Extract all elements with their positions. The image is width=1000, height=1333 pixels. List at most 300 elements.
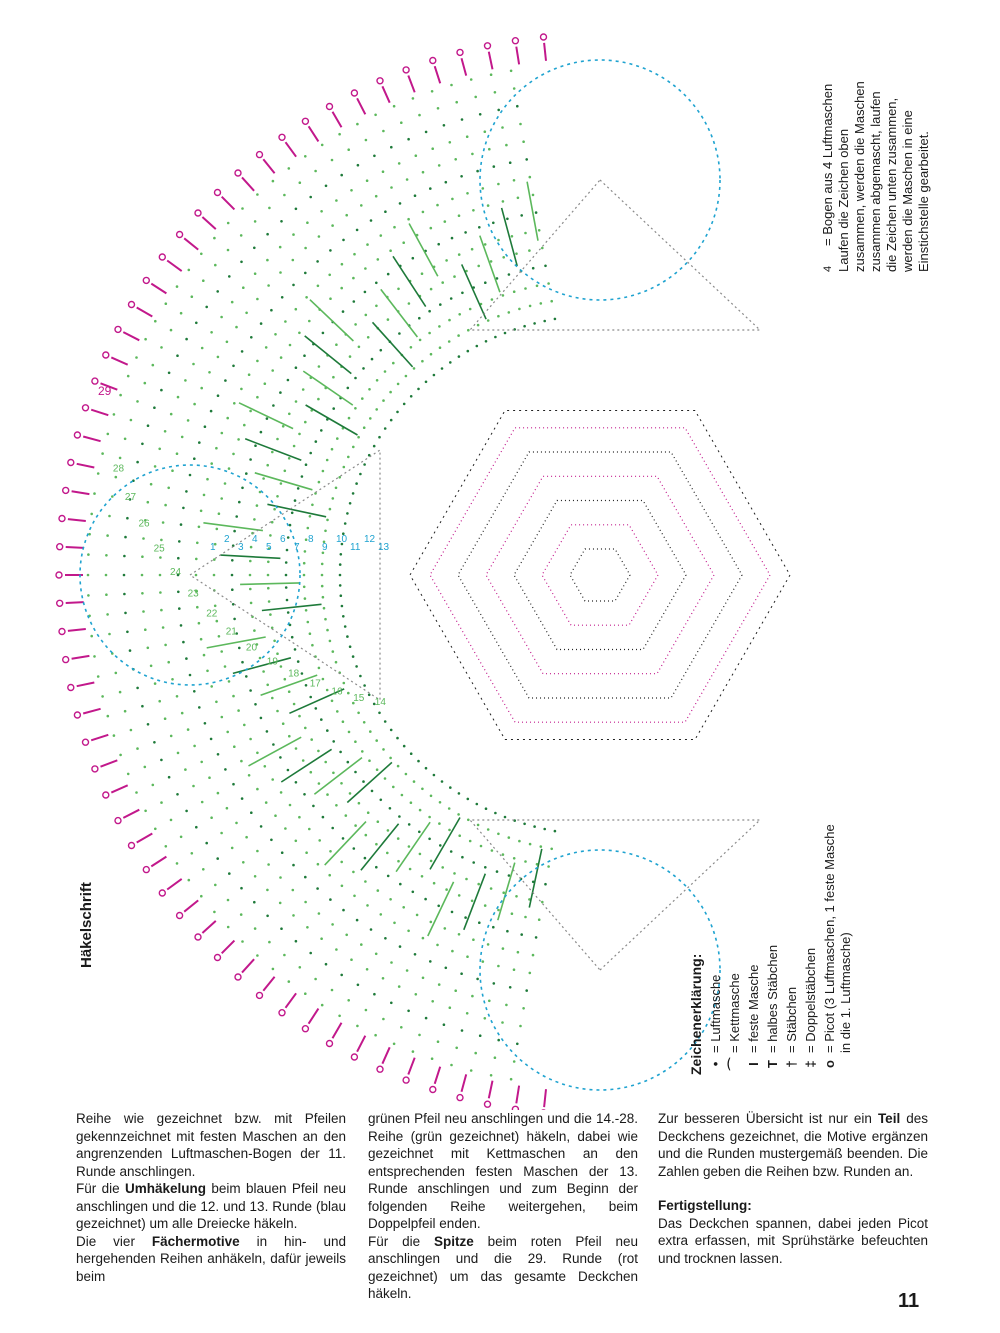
chain-dot <box>474 1052 477 1055</box>
chain-dot <box>365 834 368 837</box>
chain-dot <box>90 635 93 638</box>
chain-dot <box>215 447 218 450</box>
chain-dot <box>331 448 334 451</box>
chain-dot <box>491 298 494 301</box>
chain-dot <box>292 889 295 892</box>
chain-dot <box>443 124 446 127</box>
legend <box>688 815 853 1075</box>
chain-dot <box>297 487 300 490</box>
chain-dot <box>390 961 393 964</box>
chain-dot <box>297 660 300 663</box>
chain-dot <box>214 264 217 267</box>
chain-dot <box>430 921 433 924</box>
row-number: 18 <box>288 668 300 680</box>
text-run: in hin- und hergehenden Reihen anhäkeln, dafür jeweils beim <box>76 1233 347 1284</box>
chain-dot <box>355 665 358 668</box>
chain-dot <box>501 126 504 129</box>
chain-dot <box>480 845 483 848</box>
chain-dot <box>295 308 298 311</box>
chain-dot <box>476 978 479 981</box>
chain-dot <box>123 574 126 577</box>
picot-ring <box>541 34 547 40</box>
text-run: Zur besseren Übersicht ist nur ein <box>658 1111 878 1126</box>
chain-dot <box>458 894 461 897</box>
chain-dot <box>347 692 350 695</box>
chain-dot <box>316 887 319 890</box>
chain-dot <box>375 282 378 285</box>
chain-dot <box>529 843 532 846</box>
chain-dot <box>364 291 367 294</box>
chain-dot <box>523 823 526 826</box>
chain-dot <box>380 913 383 916</box>
chain-dot <box>433 774 436 777</box>
chain-dot <box>210 685 213 688</box>
picot-stitch <box>202 217 215 229</box>
chain-dot <box>513 1060 516 1063</box>
picot-ring <box>92 378 98 384</box>
chain-dot <box>177 396 180 399</box>
chain-dot <box>154 828 157 831</box>
chain-dot <box>358 346 361 349</box>
chain-dot <box>402 241 405 244</box>
stitch-spoke <box>281 749 331 782</box>
legend-label: = Doppelstäbchen <box>803 947 818 1053</box>
chain-dot <box>317 285 320 288</box>
chain-dot <box>253 247 256 250</box>
chain-dot <box>238 501 241 504</box>
chain-dot <box>339 574 342 577</box>
stitch-spoke <box>361 824 399 871</box>
legend-item <box>708 815 724 1075</box>
chain-dot <box>476 170 479 173</box>
chain-dot <box>218 512 221 515</box>
chain-dot <box>267 863 270 866</box>
chain-dot <box>217 792 220 795</box>
chain-dot <box>204 722 207 725</box>
chain-dot <box>266 259 269 262</box>
chain-dot <box>320 429 323 432</box>
chain-dot <box>307 527 310 530</box>
chain-dot <box>336 437 339 440</box>
stitch-spoke <box>396 822 430 872</box>
chain-dot <box>497 239 500 242</box>
chain-dot <box>520 214 523 217</box>
chain-dot <box>160 389 163 392</box>
chain-dot <box>450 297 453 300</box>
chain-dot <box>281 296 284 299</box>
chain-dot <box>364 857 367 860</box>
chain-dot <box>368 759 371 762</box>
chain-dot <box>418 831 421 834</box>
chain-dot <box>266 889 269 892</box>
chain-dot <box>106 534 109 537</box>
chain-dot <box>284 678 287 681</box>
chain-dot <box>513 87 516 90</box>
picot-stitch <box>516 1086 519 1104</box>
chain-dot <box>520 933 523 936</box>
chain-dot <box>492 926 495 929</box>
paragraph <box>658 1110 928 1180</box>
chain-dot <box>350 189 353 192</box>
chain-dot <box>196 542 199 545</box>
text-run: Für die <box>368 1233 434 1249</box>
chain-dot <box>266 417 269 420</box>
chain-dot <box>289 804 292 807</box>
picot-stitch <box>286 993 297 1008</box>
chain-dot <box>405 375 408 378</box>
chain-dot <box>487 319 490 322</box>
chain-dot <box>453 872 456 875</box>
chain-dot <box>484 866 487 869</box>
legend-item <box>727 815 743 1075</box>
chain-dot <box>159 574 162 577</box>
chain-dot <box>393 1043 396 1046</box>
chain-dot <box>509 161 512 164</box>
chain-dot <box>413 367 416 370</box>
chain-dot <box>184 768 187 771</box>
chain-dot <box>380 799 383 802</box>
chain-dot <box>253 901 256 904</box>
chain-dot <box>136 461 139 464</box>
chain-dot <box>419 853 422 856</box>
chain-dot <box>398 985 401 988</box>
chain-dot <box>158 700 161 703</box>
chain-dot <box>245 312 248 315</box>
chain-dot <box>325 185 328 188</box>
chain-dot <box>430 860 433 863</box>
stitch-spoke <box>203 523 263 531</box>
chain-dot <box>276 710 279 713</box>
chain-dot <box>350 958 353 961</box>
chain-dot <box>524 860 527 863</box>
chain-dot <box>532 194 535 197</box>
picot-stitch <box>242 959 254 972</box>
chain-dot <box>554 830 557 833</box>
chain-dot <box>123 555 126 558</box>
chain-dot <box>467 819 470 822</box>
chain-dot <box>331 224 334 227</box>
picot-stitch <box>489 52 493 70</box>
chain-dot <box>340 553 343 556</box>
chain-dot <box>317 750 320 753</box>
chain-dot <box>409 868 412 871</box>
row-number: 24 <box>170 567 182 578</box>
page-number: 11 <box>898 1290 920 1312</box>
chain-dot <box>458 355 461 358</box>
chain-dot <box>206 670 209 673</box>
chain-dot <box>196 606 199 609</box>
chain-dot <box>193 690 196 693</box>
chain-dot <box>301 475 304 478</box>
picot-stitch <box>435 1067 441 1084</box>
chain-dot <box>399 202 402 205</box>
chain-dot <box>430 227 433 230</box>
chain-dot <box>439 303 442 306</box>
chain-dot <box>105 554 108 557</box>
picot-stitch <box>151 857 166 867</box>
chain-dot <box>227 926 230 929</box>
chain-dot <box>307 621 310 624</box>
picot-ring <box>377 78 383 84</box>
picot-ring <box>457 49 463 55</box>
chain-dot <box>299 181 302 184</box>
chain-dot <box>318 912 321 915</box>
chain-dot <box>203 654 206 657</box>
chain-dot <box>164 717 167 720</box>
chain-dot <box>294 648 297 651</box>
chain-dot <box>177 752 180 755</box>
chain-dot <box>375 305 378 308</box>
chain-dot <box>285 561 288 564</box>
chain-dot <box>323 607 326 610</box>
row-number: 9 <box>322 542 328 553</box>
chain-dot <box>505 144 508 147</box>
chain-dot <box>266 684 269 687</box>
row-number: 7 <box>294 542 300 553</box>
chain-dot <box>217 356 220 359</box>
chain-dot <box>141 705 144 708</box>
chain-dot <box>154 682 157 685</box>
chain-dot <box>178 540 181 543</box>
chain-dot <box>295 208 298 211</box>
picot-stitch <box>222 197 235 210</box>
stitch-spoke <box>255 473 313 490</box>
chain-dot <box>322 596 325 599</box>
chain-dot <box>384 937 387 940</box>
chain-dot <box>210 738 213 741</box>
chain-dot <box>401 794 404 797</box>
chain-dot <box>466 1012 469 1015</box>
chain-dot <box>422 937 425 940</box>
picot-ring <box>257 152 263 158</box>
chain-dot <box>458 792 461 795</box>
chain-dot <box>101 695 104 698</box>
chain-dot <box>464 916 467 919</box>
chain-dot <box>378 712 381 715</box>
chain-dot <box>305 609 308 612</box>
text-bold: Teil <box>877 1111 901 1126</box>
chain-dot <box>326 459 329 462</box>
chain-dot <box>399 945 402 948</box>
picot-ring <box>430 58 436 64</box>
chain-dot <box>264 765 267 768</box>
chain-dot <box>466 135 469 138</box>
chain-dot <box>147 501 150 504</box>
chain-dot <box>267 284 270 287</box>
chain-dot <box>346 635 349 638</box>
chain-dot <box>180 836 183 839</box>
chain-dot <box>108 515 111 518</box>
picot-stitch <box>137 308 153 317</box>
chain-dot <box>273 508 276 511</box>
section-heading <box>658 1197 928 1215</box>
chain-dot <box>519 123 522 126</box>
chain-dot <box>502 200 505 203</box>
chain-dot <box>501 1021 504 1024</box>
chain-dot <box>288 457 291 460</box>
picot-stitch <box>101 760 118 766</box>
chain-dot <box>376 768 379 771</box>
chain-dot <box>460 175 463 178</box>
chain-dot <box>279 756 282 759</box>
chain-dot <box>369 730 372 733</box>
chain-dot <box>292 233 295 236</box>
chain-dot <box>232 453 235 456</box>
chain-dot <box>304 247 307 250</box>
chain-dot <box>256 193 259 196</box>
paragraph <box>76 1180 346 1233</box>
chain-dot <box>202 279 205 282</box>
chain-dot <box>310 771 313 774</box>
chain-dot <box>176 862 179 865</box>
chain-dot <box>357 712 360 715</box>
chain-dot <box>115 476 118 479</box>
chain-dot <box>354 323 357 326</box>
chain-dot <box>397 383 400 386</box>
chain-dot <box>245 836 248 839</box>
chain-dot <box>141 443 144 446</box>
chain-dot <box>256 850 259 853</box>
chain-dot <box>356 229 359 232</box>
chain-dot <box>412 97 415 100</box>
chain-dot <box>532 267 535 270</box>
chain-dot <box>237 438 240 441</box>
chain-dot <box>365 139 368 142</box>
chain-dot <box>384 720 387 723</box>
chain-dot <box>130 729 133 732</box>
picot-ring <box>177 913 183 919</box>
arc-note <box>820 72 932 272</box>
picot-stitch <box>408 1058 414 1075</box>
stitch-spoke <box>306 405 358 435</box>
chain-dot <box>516 1043 519 1046</box>
chain-dot <box>142 610 145 613</box>
chain-dot <box>422 171 425 174</box>
chain-dot <box>224 665 227 668</box>
chain-dot <box>535 211 538 214</box>
chain-dot <box>513 179 516 182</box>
chain-dot <box>228 275 231 278</box>
chain-dot <box>502 947 505 950</box>
chain-dot <box>227 222 230 225</box>
chain-dot <box>502 256 505 259</box>
chain-dot <box>150 483 153 486</box>
chain-dot <box>410 395 413 398</box>
chain-dot <box>266 233 269 236</box>
chain-dot <box>502 853 505 856</box>
chain-dot <box>550 300 553 303</box>
chain-dot <box>451 237 454 240</box>
chain-dot <box>377 889 380 892</box>
picot-stitch <box>123 810 139 818</box>
chain-dot <box>101 452 104 455</box>
chain-dot <box>279 902 282 905</box>
chain-dot <box>494 1056 497 1059</box>
chain-dot <box>309 452 312 455</box>
chain-dot <box>295 366 298 369</box>
chain-dot <box>373 993 376 996</box>
chain-dot <box>471 900 474 903</box>
chain-dot <box>369 417 372 420</box>
chain-dot <box>331 827 334 830</box>
chain-dot <box>410 752 413 755</box>
picot-ring <box>129 843 135 849</box>
picot-ring <box>351 1054 357 1060</box>
chain-dot <box>193 457 196 460</box>
chain-dot <box>365 314 368 317</box>
chain-dot <box>523 325 526 328</box>
picot-ring <box>63 657 69 663</box>
chain-dot <box>177 557 180 560</box>
chain-dot <box>335 199 338 202</box>
chain-dot <box>533 322 536 325</box>
legend-item <box>822 815 854 1075</box>
stitch-spoke <box>527 182 538 241</box>
chain-dot <box>124 438 127 441</box>
chain-dot <box>505 1004 508 1007</box>
chain-dot <box>516 105 519 108</box>
text-bold: Umhäkelung <box>124 1181 206 1196</box>
chain-dot <box>279 246 282 249</box>
chain-dot <box>343 466 346 469</box>
chain-dot <box>338 1015 341 1018</box>
chain-dot <box>349 645 352 648</box>
row-number: 23 <box>187 588 199 600</box>
chain-dot <box>450 1064 453 1067</box>
chain-dot <box>457 813 460 816</box>
chain-dot <box>488 1000 491 1003</box>
chain-dot <box>200 895 203 898</box>
chain-dot <box>382 399 385 402</box>
chain-dot <box>386 852 389 855</box>
chain-dot <box>352 492 355 495</box>
chain-dot <box>170 819 173 822</box>
chain-dot <box>273 640 276 643</box>
stitch-spoke <box>428 882 454 936</box>
stitch-spoke <box>249 737 302 766</box>
hexagon-outline <box>410 411 790 740</box>
stitch-spoke <box>325 822 366 866</box>
chain-dot <box>200 253 203 256</box>
picot-ring <box>327 104 333 110</box>
chain-dot <box>305 463 308 466</box>
chain-dot <box>326 793 329 796</box>
chain-dot <box>497 965 500 968</box>
row-number: 20 <box>245 642 258 654</box>
picot-stitch <box>516 47 519 65</box>
chain-dot <box>439 346 442 349</box>
chain-dot <box>241 940 244 943</box>
chain-dot <box>309 515 312 518</box>
arc-icon: 4 <box>822 265 834 272</box>
chain-dot <box>204 425 207 428</box>
picot-ring <box>351 90 357 96</box>
chain-dot <box>538 918 541 921</box>
chain-dot <box>213 574 216 577</box>
chain-dot <box>412 891 415 894</box>
chain-dot <box>515 252 518 255</box>
chain-dot <box>408 823 411 826</box>
chain-dot <box>461 1029 464 1032</box>
stitch-spoke <box>314 758 362 795</box>
chain-dot <box>472 209 475 212</box>
chain-dot <box>328 874 331 877</box>
chain-dot <box>193 745 196 748</box>
chain-dot <box>461 856 464 859</box>
chain-dot <box>160 759 163 762</box>
chain-dot <box>324 761 327 764</box>
stitch-spoke <box>240 583 300 585</box>
